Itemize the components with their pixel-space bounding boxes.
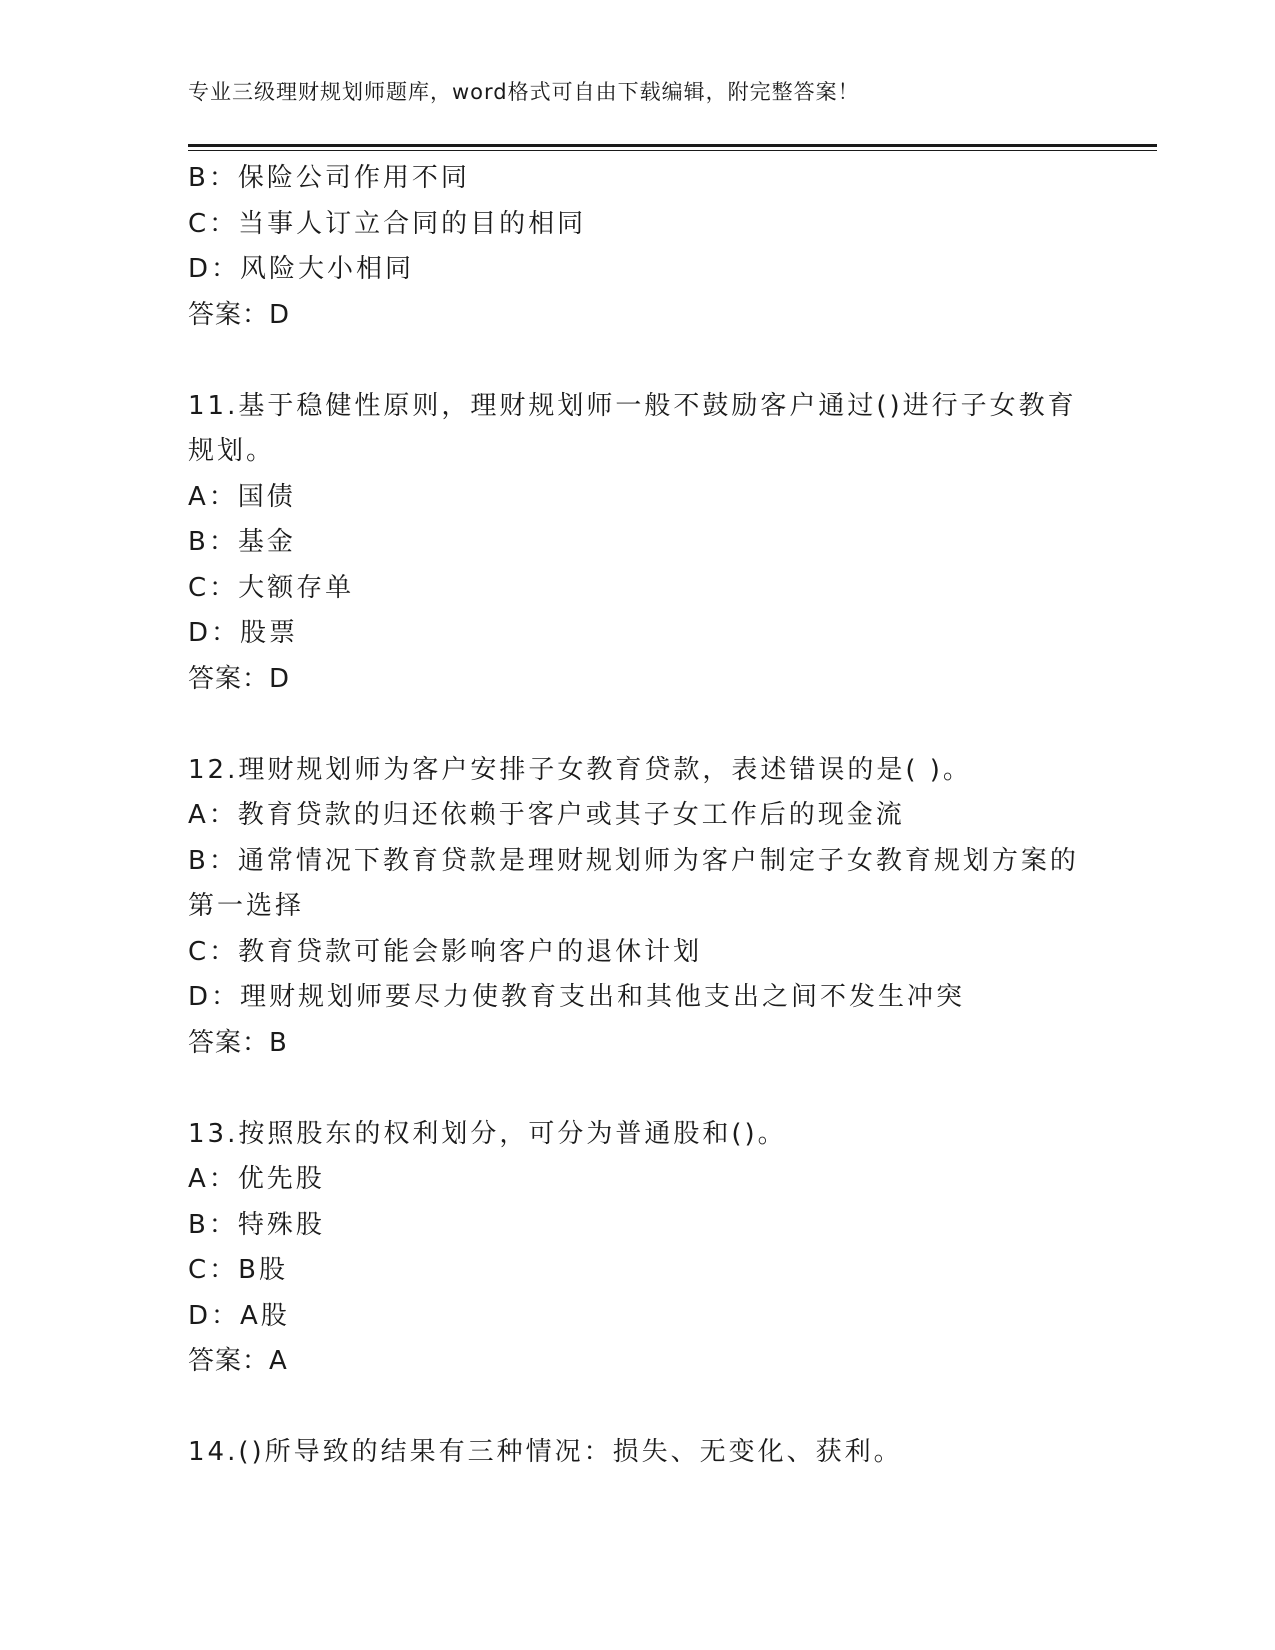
question-11 — [188, 384, 1088, 703]
answer-line: 答案：D — [188, 299, 291, 330]
page-header: 专业三级理财规划师题库，word格式可自由下载编辑，附完整答案！ — [188, 80, 860, 104]
option-d: D：理财规划师要尽力使教育支出和其他支出之间不发生冲突 — [188, 982, 966, 1012]
option-b: B：特殊股 — [188, 1209, 325, 1240]
spacer — [188, 1385, 1088, 1431]
question-content — [188, 156, 1088, 1476]
option-c: C：教育贷款可能会影响客户的退休计划 — [188, 936, 703, 967]
option-c: C：B股 — [188, 1255, 288, 1285]
question-14 — [188, 1430, 1088, 1476]
option-a: A：教育贷款的归还依赖于客户或其子女工作后的现金流 — [188, 800, 905, 830]
header-rule-thin — [188, 150, 1157, 151]
answer-line: 答案：B — [188, 1027, 288, 1058]
option-d: D：股票 — [188, 618, 299, 648]
option-b: B：通常情况下教育贷款是理财规划师为客户制定子女教育规划方案的 — [188, 845, 1079, 876]
option-c: C：大额存单 — [188, 572, 355, 603]
option-a: A：优先股 — [188, 1164, 325, 1194]
option-a: A：国债 — [188, 481, 296, 512]
spacer — [188, 338, 1088, 384]
option-b: B：基金 — [188, 527, 296, 557]
option-c: C：当事人订立合同的目的相同 — [188, 208, 587, 239]
question-stem: 12.理财规划师为客户安排子女教育贷款，表述错误的是( )。 — [188, 754, 972, 785]
prev-question-block — [188, 156, 1088, 338]
question-stem: 13.按照股东的权利划分，可分为普通股和()。 — [188, 1118, 787, 1149]
spacer — [188, 1066, 1088, 1112]
question-stem: 11.基于稳健性原则，理财规划师一般不鼓励客户通过()进行子女教育 — [188, 390, 1077, 421]
option-b: B：保险公司作用不同 — [188, 163, 470, 193]
question-stem: 14.()所导致的结果有三种情况：损失、无变化、获利。 — [188, 1437, 903, 1467]
option-d: D：风险大小相同 — [188, 254, 415, 284]
option-b-continued: 第一选择 — [188, 891, 305, 921]
question-12 — [188, 748, 1088, 1067]
answer-line: 答案：A — [188, 1346, 288, 1376]
header-rule — [188, 144, 1157, 147]
spacer — [188, 702, 1088, 748]
answer-line: 答案：D — [188, 663, 291, 694]
question-13 — [188, 1112, 1088, 1385]
question-stem-continued: 规划。 — [188, 436, 276, 466]
option-d: D：A股 — [188, 1300, 290, 1331]
